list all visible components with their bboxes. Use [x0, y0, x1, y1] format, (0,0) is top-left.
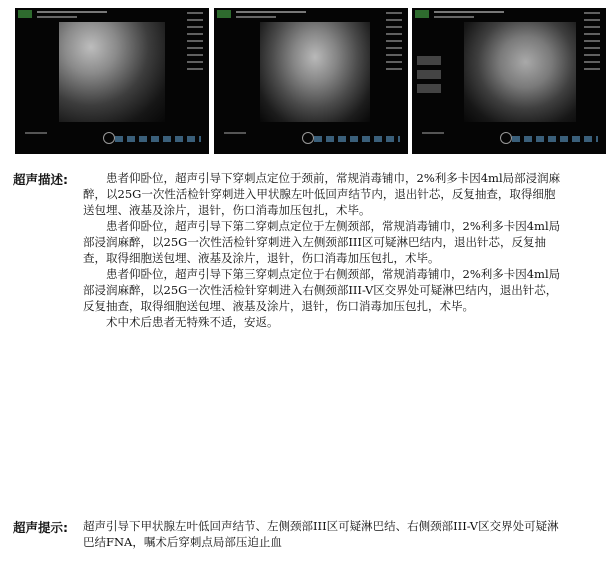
- ultrasound-scan-area: [260, 22, 370, 122]
- description-text: [83, 170, 563, 330]
- device-logo: [217, 10, 231, 18]
- conclusion-text: [83, 518, 563, 550]
- ultrasound-scan-area: [464, 22, 576, 122]
- conclusion-label: 超声提示:: [13, 520, 68, 535]
- description-paragraph-2: 患者仰卧位，超声引导下第二穿刺点定位于左侧颈部，常规消毒铺巾，2%利多卡因4ml局部浸润麻醉，以25G一次性活检针穿刺进入左侧颈部III区可疑淋巴结内，退出针芯，反复抽查，取得细胞送包埋、液基及涂片，退针，伤口消毒加压包扎，术毕。: [83, 219, 561, 265]
- conclusion-paragraph: 超声引导下甲状腺左叶低回声结节、左侧颈部III区可疑淋巴结、右侧颈部III-V区交界处可疑淋巴结FNA，嘱术后穿刺点局部压迫止血: [83, 519, 559, 549]
- description-paragraph-1: 患者仰卧位，超声引导下穿刺点定位于颈前，常规消毒铺巾，2%利多卡因4ml局部浸润麻醉，以25G一次性活检针穿刺进入甲状腺左叶低回声结节内，退出针芯，反复抽查，取得细胞送包埋、液基及涂片，退针，伤口消毒加压包扎，术毕。: [83, 171, 561, 217]
- ultrasound-image-3: [412, 8, 606, 154]
- description-label: 超声描述:: [13, 172, 68, 187]
- device-logo: [18, 10, 32, 18]
- thumbnail-strip: [417, 56, 441, 96]
- ultrasound-scan-area: [59, 22, 165, 122]
- ultrasound-image-strip: [15, 8, 606, 154]
- ultrasound-image-1: [15, 8, 209, 154]
- description-paragraph-3: 患者仰卧位，超声引导下第三穿刺点定位于右侧颈部，常规消毒铺巾，2%利多卡因4ml局部浸润麻醉，以25G一次性活检针穿刺进入右侧颈部III-V区交界处可疑淋巴结内，退出针芯，反复抽查，取得细胞送包埋、液基及涂片，退针，伤口消毒加压包扎，术毕。: [83, 267, 561, 313]
- device-logo: [415, 10, 429, 18]
- description-paragraph-4: 术中术后患者无特殊不适，安返。: [106, 315, 279, 329]
- ultrasound-image-2: [214, 8, 408, 154]
